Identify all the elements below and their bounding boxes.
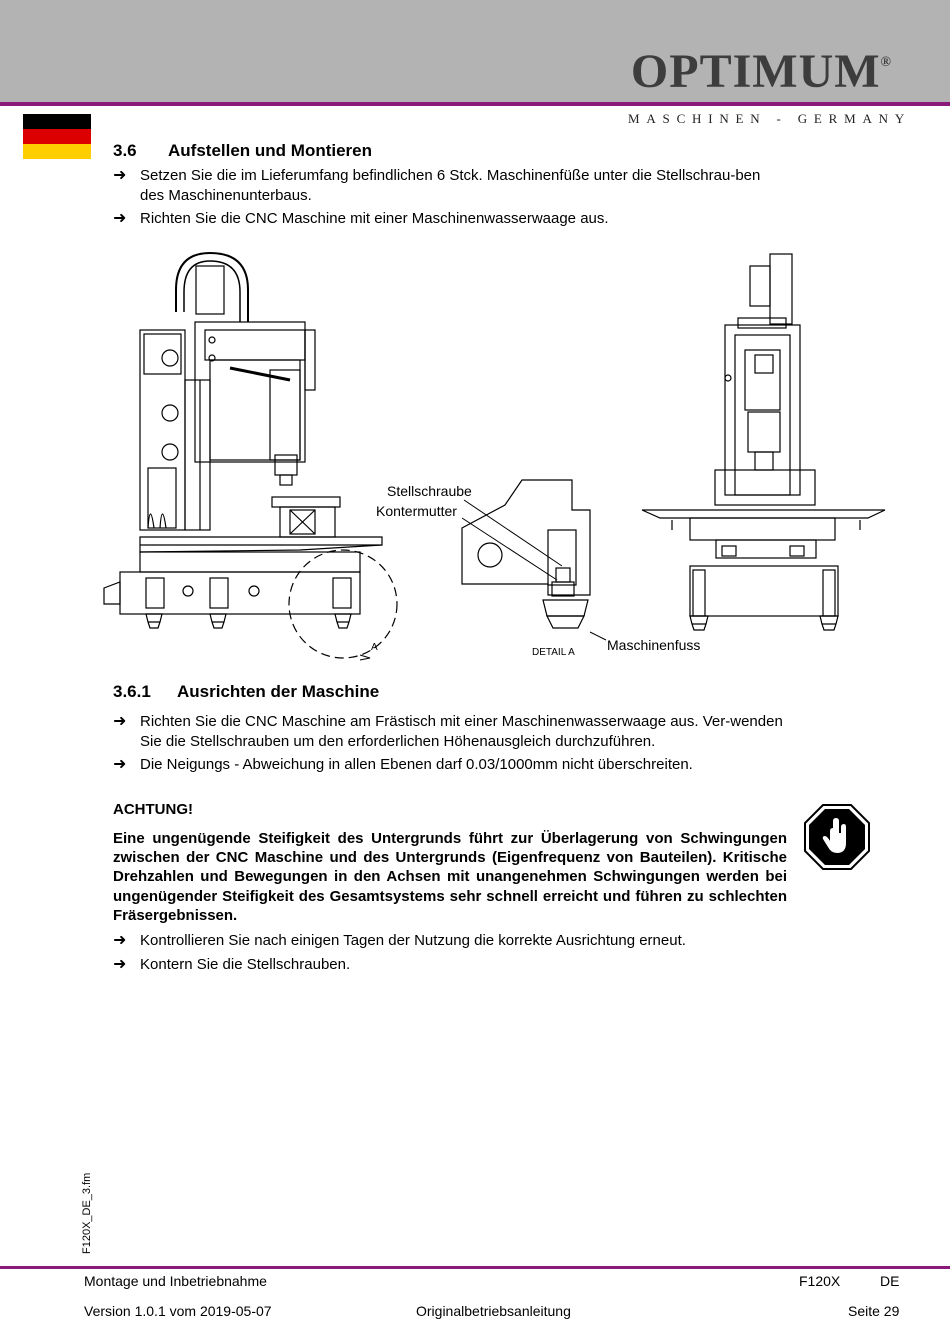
brand-logo: OPTIMUM® [630,45,892,98]
label-detail-a: DETAIL A [532,647,575,658]
label-stellschraube: Stellschraube [387,483,472,499]
section-heading: 3.6 Aufstellen und Montieren [113,141,372,160]
list-item: ➜ Richten Sie die CNC Maschine mit einer Maschinenwasserwaage aus. [113,210,609,227]
list-item: ➜ Richten Sie die CNC Maschine am Frästisch mit einer Maschinenwasserwaage aus. Ver-wenden Sie die Stellschrauben um den erforderlichen Höhenausgleich durchzuführen. [113,713,783,750]
footer-page-number: Seite 29 [848,1303,900,1319]
detail-marker-a: A [371,642,378,653]
footer-divider [0,1266,950,1269]
label-maschinenfuss: Maschinenfuss [607,637,701,653]
file-label: F120X_DE_3.fm [81,1172,93,1254]
machine-setup-figure [0,240,950,670]
footer-doc-type: Originalbetriebsanleitung [416,1303,571,1319]
footer-lang: DE [880,1273,900,1289]
warning-title: ACHTUNG! [113,801,193,818]
arrow-icon: ➜ [113,932,127,949]
footer-chapter: Montage und Inbetriebnahme [84,1273,267,1289]
warning-text: Eine ungenügende Steifigkeit des Untergrunds führt zur Überlagerung von Schwingungen zwischen der CNC Maschine und des Untergrunds (Eigenfrequenz von Bauteilen). Kritische Drehzahlen und Bewegungen in den Achsen mit unangenehmen Schwingungen werden bei ungenügender Steifigkeit des Gesamtsystems sehr schnell erreicht und führen zu schlechten Fräsergebnissen. [113,830,787,924]
header-divider [0,102,950,106]
list-item: ➜ Kontern Sie die Stellschrauben. [113,956,351,973]
arrow-icon: ➜ [113,956,127,973]
stop-hand-icon [803,803,871,871]
list-item: ➜ Setzen Sie die im Lieferumfang befindlichen 6 Stck. Maschinenfüße unter die Stellschrau-ben des Maschinenunterbaus. [113,167,761,204]
footer-version: Version 1.0.1 vom 2019-05-07 [84,1303,272,1319]
german-flag-icon [23,114,91,159]
label-kontermutter: Kontermutter [376,503,457,519]
subsection-heading: 3.6.1 Ausrichten der Maschine [113,682,380,701]
arrow-icon: ➜ [113,167,127,184]
arrow-icon: ➜ [113,713,127,730]
arrow-icon: ➜ [113,756,127,773]
brand-tagline: MASCHINEN - GERMANY [628,111,912,126]
footer-model: F120X [799,1273,841,1289]
machine-front-view [642,254,885,630]
detail-a-view [376,480,700,658]
list-item: ➜ Kontrollieren Sie nach einigen Tagen der Nutzung die korrekte Ausrichtung erneut. [113,932,686,949]
arrow-icon: ➜ [113,210,127,227]
machine-side-view [104,253,397,660]
list-item: ➜ Die Neigungs - Abweichung in allen Ebenen darf 0.03/1000mm nicht überschreiten. [113,756,693,773]
